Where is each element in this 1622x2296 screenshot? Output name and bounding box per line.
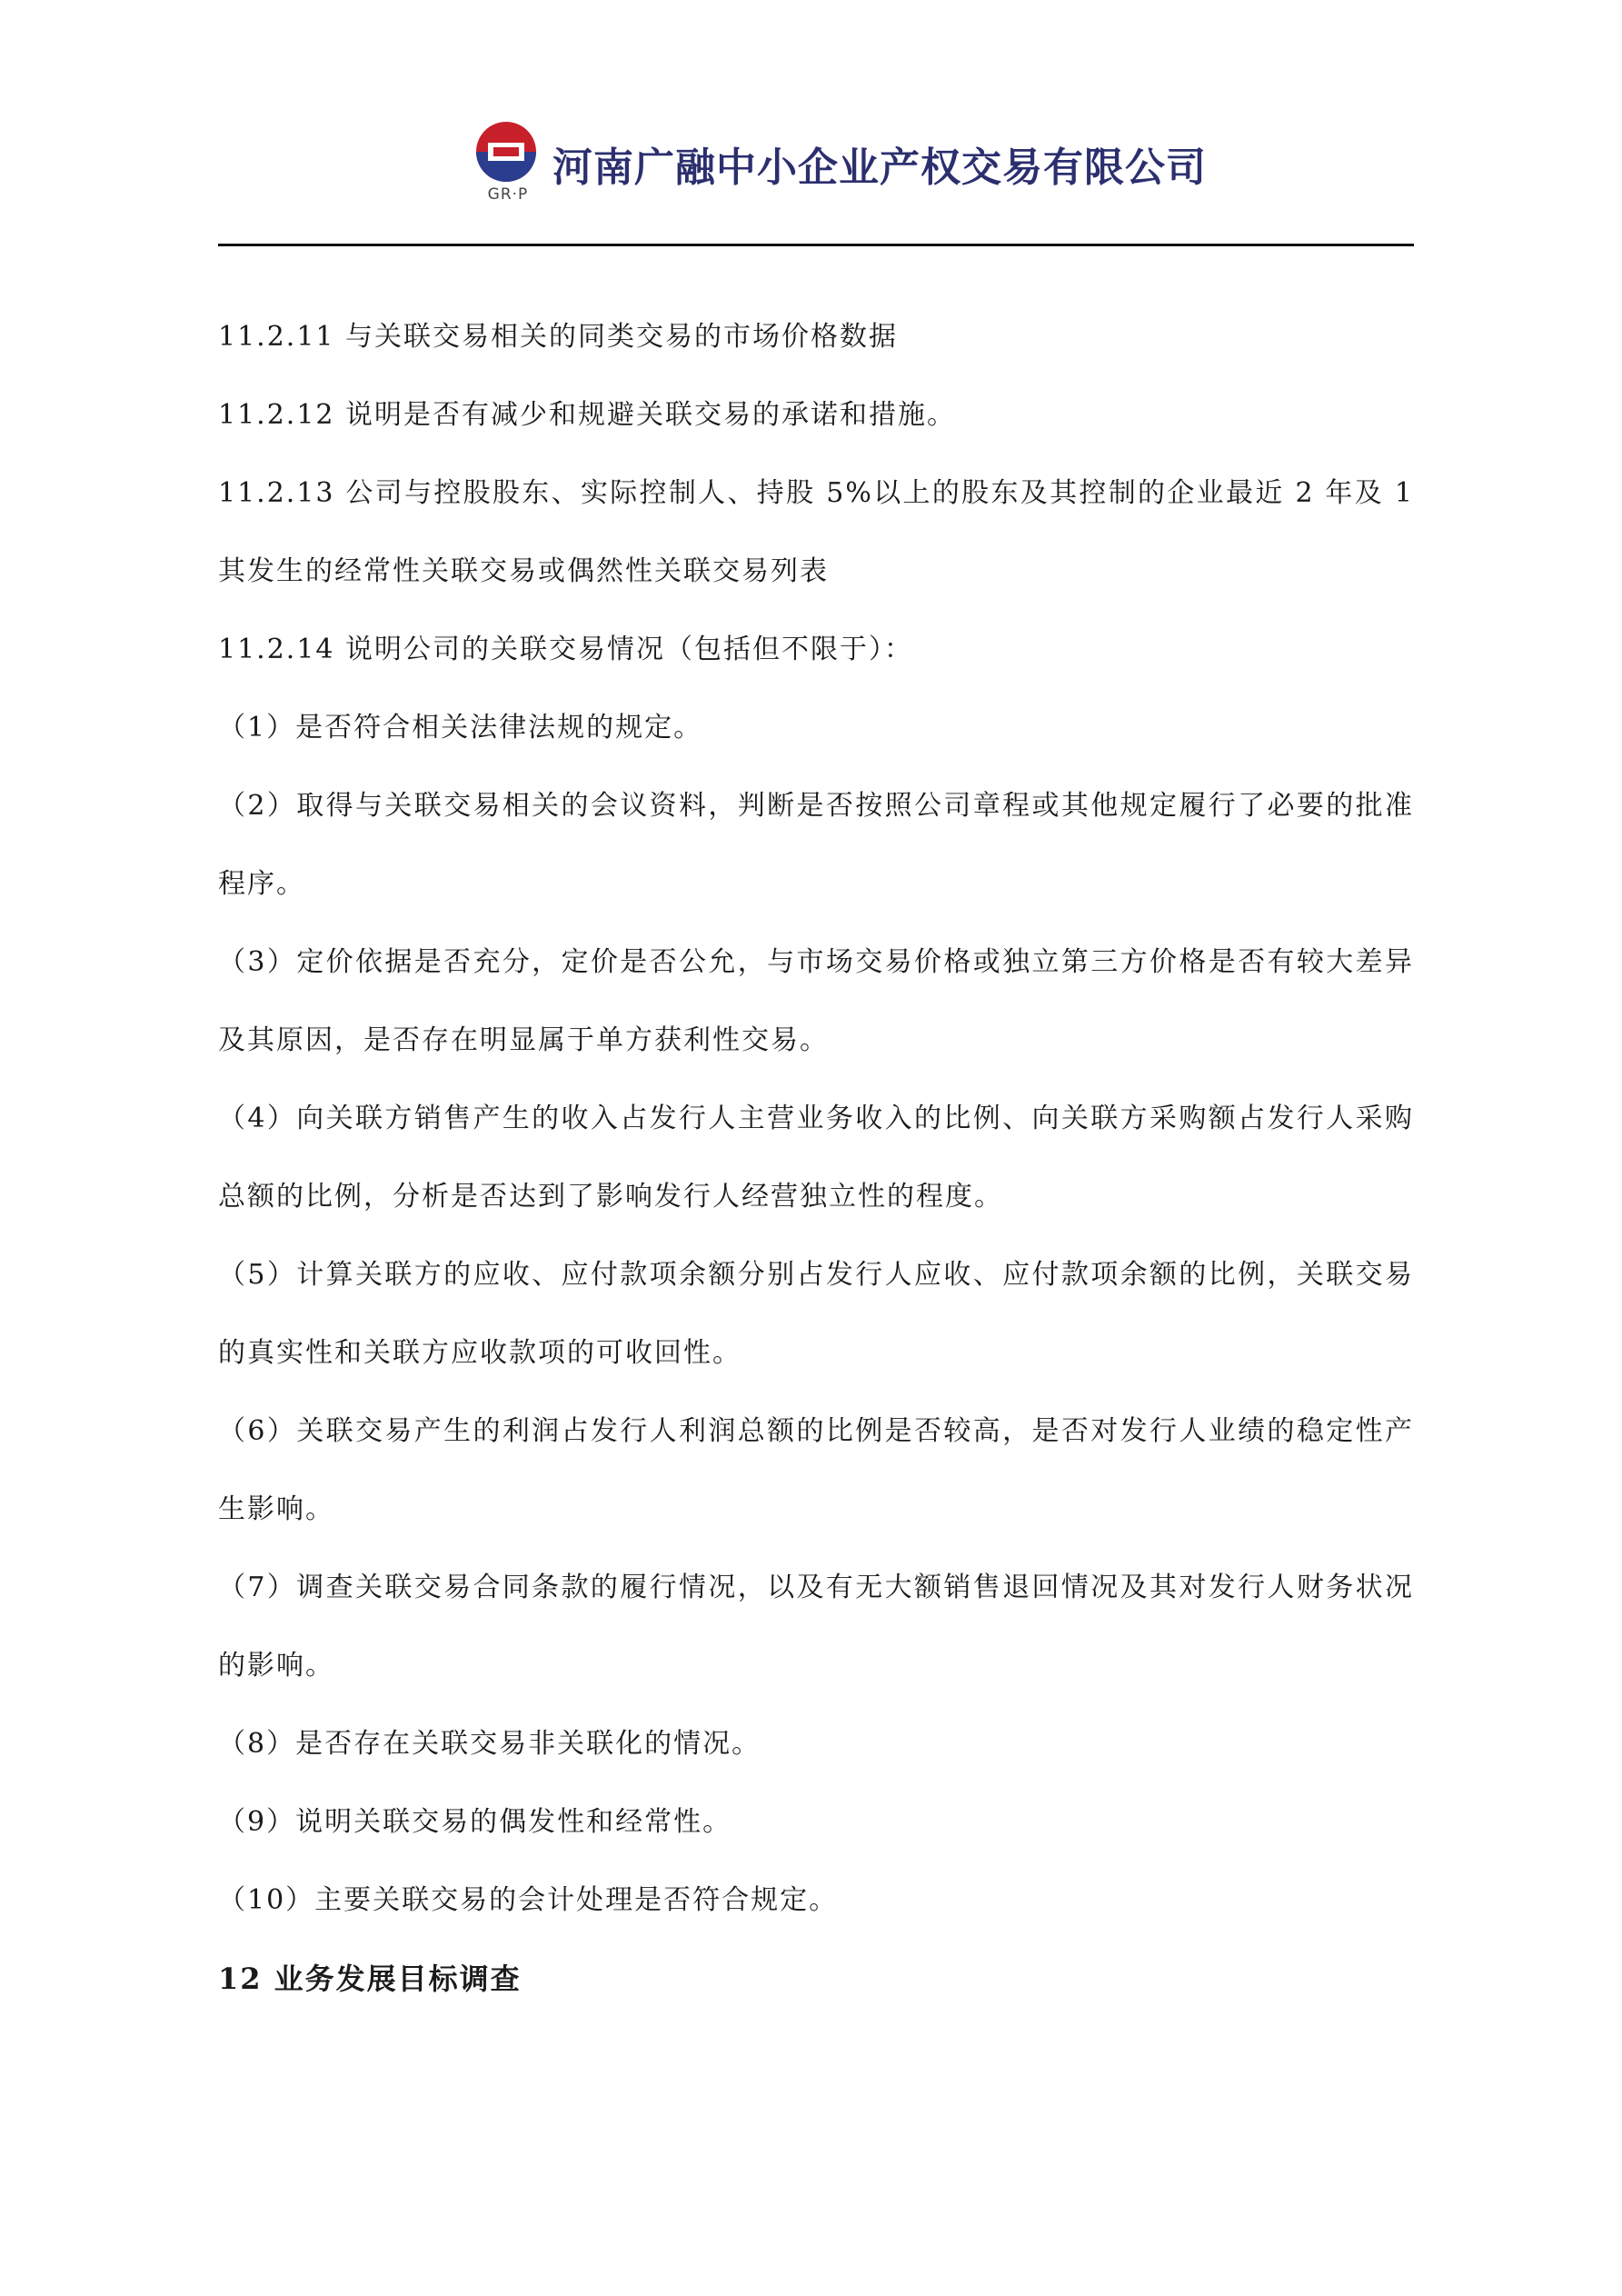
paragraph: 11.2.11 与关联交易相关的同类交易的市场价格数据 xyxy=(218,321,899,353)
section-heading: 12 业务发展目标调查 xyxy=(218,1962,522,1996)
document-body xyxy=(218,298,1414,2018)
paragraph: （8）是否存在关联交易非关联化的情况。 xyxy=(218,1728,761,1760)
paragraph: （2）取得与关联交易相关的会议资料，判断是否按照公司章程或其他规定履行了必要的批准程序。 xyxy=(218,790,1414,900)
paragraph: （1）是否符合相关法律法规的规定。 xyxy=(218,712,703,744)
paragraph: （3）定价依据是否充分，定价是否公允，与市场交易价格或独立第三方价格是否有较大差异及其原因，是否存在明显属于单方获利性交易。 xyxy=(218,946,1414,1056)
page-header xyxy=(0,0,1622,250)
paragraph: 11.2.12 说明是否有减少和规避关联交易的承诺和措施。 xyxy=(218,399,957,431)
paragraph: 11.2.14 说明公司的关联交易情况（包括但不限于）： xyxy=(218,634,914,665)
paragraph: （6）关联交易产生的利润占发行人利润总额的比例是否较高，是否对发行人业绩的稳定性产生影响。 xyxy=(218,1415,1414,1525)
paragraph: （7）调查关联交易合同条款的履行情况，以及有无大额销售退回情况及其对发行人财务状况的影响。 xyxy=(218,1572,1414,1682)
paragraph: （10）主要关联交易的会计处理是否符合规定。 xyxy=(218,1884,839,1916)
paragraph: 11.2.13 公司与控股股东、实际控制人、持股 5%以上的股东及其控制的企业最近 2 年及 1 其发生的经常性关联交易或偶然性关联交易列表 xyxy=(218,477,1415,587)
company-logo-icon xyxy=(475,121,537,183)
paragraph: （4）向关联方销售产生的收入占发行人主营业务收入的比例、向关联方采购额占发行人采购总额的比例，分析是否达到了影响发行人经营独立性的程度。 xyxy=(218,1103,1414,1213)
logo-caption: GR·P xyxy=(487,185,529,204)
paragraph: （5）计算关联方的应收、应付款项余额分别占发行人应收、应付款项余额的比例，关联交易的真实性和关联方应收款项的可收回性。 xyxy=(218,1259,1414,1369)
paragraph: （9）说明关联交易的偶发性和经常性。 xyxy=(218,1806,732,1838)
header-divider xyxy=(218,244,1414,246)
company-name: 河南广融中小企业产权交易有限公司 xyxy=(552,145,1207,191)
